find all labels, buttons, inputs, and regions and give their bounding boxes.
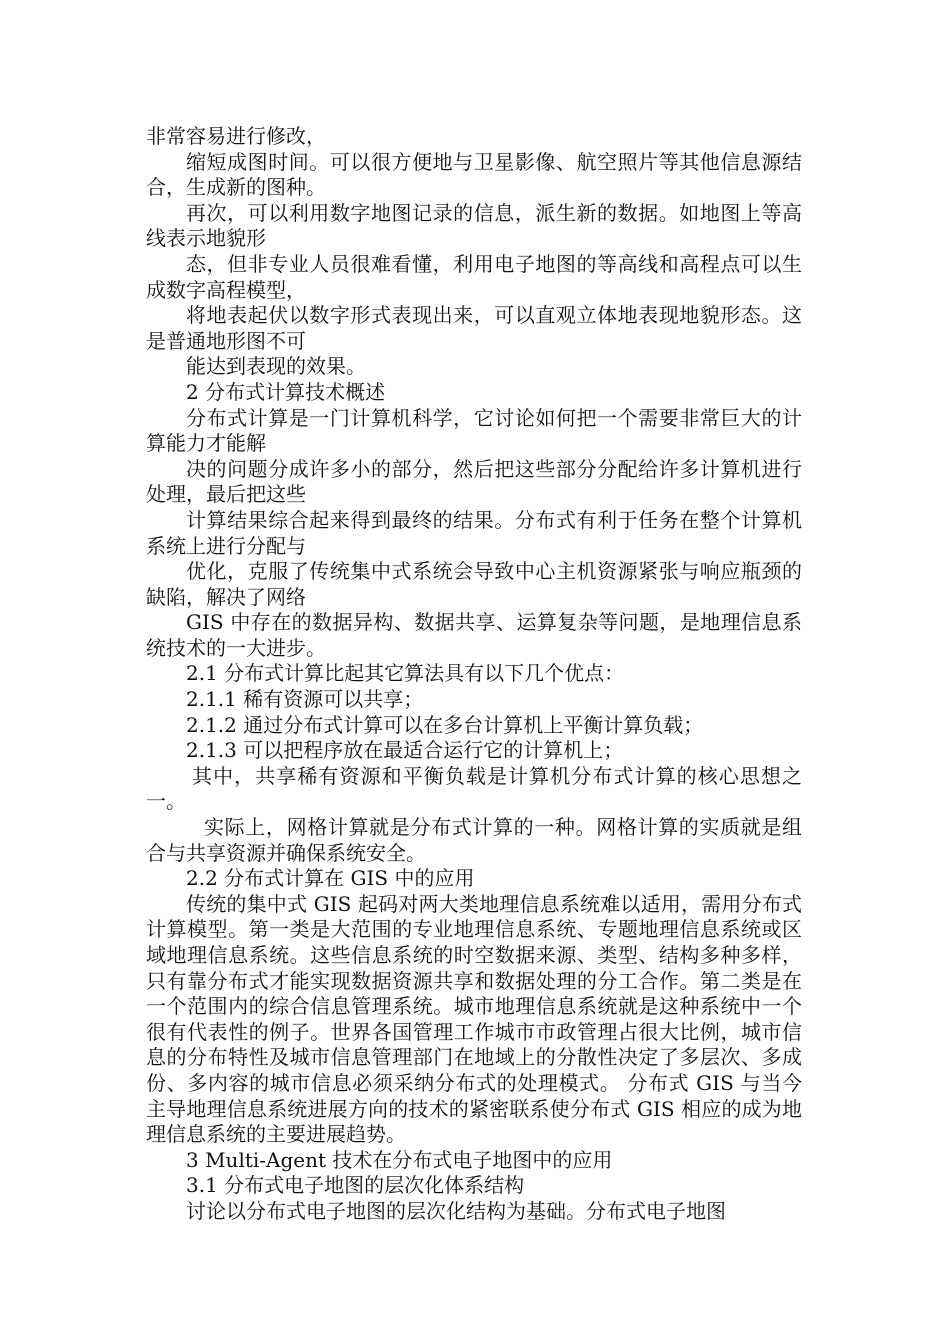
paragraph: 其中，共享稀有资源和平衡负载是计算机分布式计算的核心思想之一。 <box>146 763 802 814</box>
paragraph: 实际上，网格计算就是分布式计算的一种。网格计算的实质就是组合与共享资源并确保系统安全。 <box>146 815 802 865</box>
paragraph: 将地表起伏以数字形式表现出来，可以直观立体地表现地貌形态。这是普通地形图不可 <box>146 303 802 353</box>
paragraph: 计算结果综合起来得到最终的结果。分布式有利于任务在整个计算机系统上进行分配与 <box>146 507 802 558</box>
section-heading: 3 Multi-Agent 技术在分布式电子地图中的应用 <box>186 1147 613 1172</box>
paragraph: GIS 中存在的数据异构、数据共享、运算复杂等问题，是地理信息系统技术的一大进步。 <box>146 610 802 660</box>
paragraph: 缩短成图时间。可以很方便地与卫星影像、航空照片等其他信息源结合，生成新的图种。 <box>146 149 802 200</box>
paragraph: 传统的集中式 GIS 起码对两大类地理信息系统难以适用，需用分布式计算模型。第一类是大范围的专业地理信息系统、专题地理信息系统或区域地理信息系统。这些信息系统的时空数据来源、类型、结构多种多样，只有靠分布式才能实现数据资源共享和数据处理的分工合作。第二类是在一个范围内的综合信息管理系统。城市地理信息系统就是这种系统中一个很有代表性的例子。世界各国管理工作城市市政管理占很大比例，城市信息的分布特性及城市信息管理部门在地域上的分散性决定了多层次、多成份、多内容的城市信息必须采纳分布式的处理模式。 分布式 GIS 与当今主导地理信息系统进展方向的技术的紧密联系使分布式 GIS 相应的成为地理信息系统的主要进展趋势。 <box>146 891 802 1147</box>
subsection-heading: 2.1 分布式计算比起其它算法具有以下几个优点： <box>186 661 625 686</box>
subsection-heading: 3.1 分布式电子地图的层次化体系结构 <box>186 1173 525 1198</box>
document-body <box>146 124 802 1225</box>
list-item: 2.1.3 可以把程序放在最适合运行它的计算机上； <box>186 738 624 763</box>
list-item: 2.1.1 稀有资源可以共享； <box>186 687 424 712</box>
paragraph: 分布式计算是一门计算机科学，它讨论如何把一个需要非常巨大的计算能力才能解 <box>146 405 802 456</box>
subsection-heading: 2.2 分布式计算在 GIS 中的应用 <box>186 866 475 891</box>
paragraph: 优化，克服了传统集中式系统会导致中心主机资源紧张与响应瓶颈的缺陷，解决了网络 <box>146 559 802 609</box>
paragraph: 能达到表现的效果。 <box>186 354 366 379</box>
section-heading: 2 分布式计算技术概述 <box>186 379 386 404</box>
paragraph: 态，但非专业人员很难看懂，利用电子地图的等高线和高程点可以生成数字高程模型， <box>146 251 802 302</box>
paragraph: 非常容易进行修改， <box>146 124 326 148</box>
paragraph: 再次，可以利用数字地图记录的信息，派生新的数据。如地图上等高线表示地貌形 <box>146 200 802 251</box>
list-item: 2.1.2 通过分布式计算可以在多台计算机上平衡计算负载； <box>186 712 704 737</box>
paragraph: 决的问题分成许多小的部分，然后把这些部分分配给许多计算机进行处理，最后把这些 <box>146 456 802 507</box>
paragraph: 讨论以分布式电子地图的层次化结构为基础。分布式电子地图 <box>186 1198 726 1223</box>
